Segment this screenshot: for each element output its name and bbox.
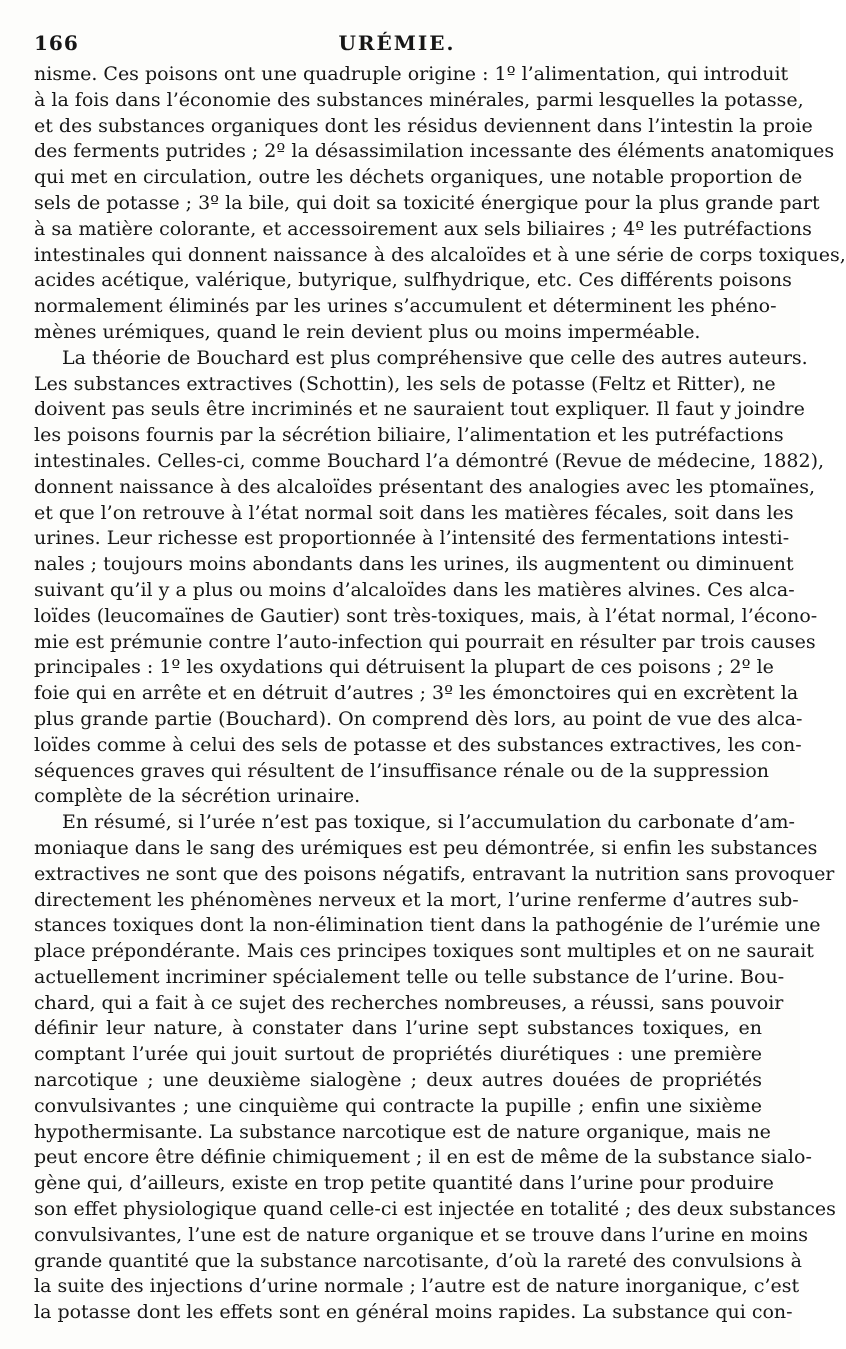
- text-line: mènes urémiques, quand le rein devient plus ou moins imperméable.: [34, 320, 701, 343]
- text-line: la suite des injections d’urine normale ; l’autre est de nature inorganique, c’est: [34, 1275, 800, 1298]
- text-line: suivant qu’il y a plus ou moins d’alcaloïdes dans les matières alvines. Ces alca-: [34, 578, 795, 601]
- text-line: chard, qui a fait à ce sujet des recherches nombreuses, a réussi, sans pouvoir: [34, 991, 784, 1014]
- text-line: principales : 1º les oxydations qui détruisent la plupart de ces poisons ; 2º le: [34, 656, 774, 679]
- text-line: les poisons fournis par la sécrétion biliaire, l’alimentation et les putréfactions: [34, 424, 784, 447]
- text-line: actuellement incriminer spécialement telle ou telle substance de l’urine. Bou-: [34, 965, 785, 988]
- text-line: peut encore être définie chimiquement ; il en est de même de la substance sialo-: [34, 1146, 812, 1169]
- text-line: extractives ne sont que des poisons négatifs, entravant la nutrition sans provoquer: [34, 862, 835, 885]
- text-line: donnent naissance à des alcaloïdes présentant des analogies avec les ptomaïnes,: [34, 475, 816, 498]
- text-line: définir leur nature, à constater dans l’urine sept substances toxiques, en: [34, 1017, 762, 1040]
- text-line: complète de la sécrétion urinaire.: [34, 785, 361, 808]
- text-line: à sa matière colorante, et accessoirement aux sels biliaires ; 4º les putréfactions: [34, 217, 812, 240]
- text-line: son effet physiologique quand celle-ci est injectée en totalité ; des deux substances: [34, 1198, 836, 1221]
- text-line: hypothermisante. La substance narcotique est de nature organique, mais ne: [34, 1120, 771, 1143]
- text-line: des ferments putrides ; 2º la désassimilation incessante des éléments anatomiques: [34, 140, 835, 163]
- text-line: séquences graves qui résultent de l’insuffisance rénale ou de la suppression: [34, 759, 770, 782]
- text-line: moniaque dans le sang des urémiques est peu démontrée, si enfin les substances: [34, 836, 818, 859]
- text-line: à la fois dans l’économie des substances minérales, parmi lesquelles la potasse,: [34, 88, 804, 111]
- text-line: et que l’on retrouve à l’état normal soit dans les matières fécales, soit dans les: [34, 501, 794, 524]
- text-line: nales ; toujours moins abondants dans les urines, ils augmentent ou diminuent: [34, 553, 794, 576]
- text-line: foie qui en arrête et en détruit d’autres ; 3º les émonctoires qui en excrètent la: [34, 682, 799, 705]
- page-number: 166: [34, 31, 79, 55]
- text-line: mie est prémunie contre l’auto-infection qui pourrait en résulter par trois causes: [34, 630, 816, 653]
- text-line: grande quantité que la substance narcotisante, d’où la rareté des convulsions à: [34, 1249, 802, 1272]
- text-line: acides acétique, valérique, butyrique, sulfhydrique, etc. Ces différents poisons: [34, 269, 792, 292]
- body-text: [34, 62, 846, 1326]
- text-line: gène qui, d’ailleurs, existe en trop petite quantité dans l’urine pour produire: [34, 1172, 774, 1195]
- text-line: qui met en circulation, outre les déchets organiques, une notable proportion de: [34, 166, 803, 189]
- page-header: [34, 28, 760, 58]
- text-line: En résumé, si l’urée n’est pas toxique, si l’accumulation du carbonate d’am-: [62, 811, 795, 834]
- text-line: directement les phénomènes nerveux et la mort, l’urine renferme d’autres sub-: [34, 888, 799, 911]
- text-line: loïdes comme à celui des sels de potasse et des substances extractives, les con-: [34, 733, 802, 756]
- text-line: intestinales. Celles-ci, comme Bouchard l’a démontré (Revue de médecine, 1882),: [34, 449, 825, 472]
- text-line: comptant l’urée qui jouit surtout de propriétés diurétiques : une première: [34, 1043, 762, 1066]
- text-line: la potasse dont les effets sont en général moins rapides. La substance qui con-: [34, 1301, 793, 1324]
- text-line: nisme. Ces poisons ont une quadruple origine : 1º l’alimentation, qui introduit: [34, 63, 789, 85]
- text-line: doivent pas seuls être incriminés et ne sauraient tout expliquer. Il faut y joindre: [34, 398, 805, 421]
- text-line: convulsivantes ; une cinquième qui contracte la pupille ; enfin une sixième: [34, 1094, 762, 1117]
- running-title: URÉMIE.: [338, 31, 456, 55]
- text-line: loïdes (leucomaïnes de Gautier) sont très-toxiques, mais, à l’état normal, l’écono-: [34, 604, 818, 627]
- text-line: normalement éliminés par les urines s’accumulent et déterminent les phéno-: [34, 295, 777, 318]
- text-line: La théorie de Bouchard est plus compréhensive que celle des autres auteurs.: [62, 346, 808, 369]
- text-line: narcotique ; une deuxième sialogène ; deux autres douées de propriétés: [34, 1069, 762, 1092]
- text-line: intestinales qui donnent naissance à des alcaloïdes et à une série de corps toxiques,: [34, 243, 846, 266]
- text-line: et des substances organiques dont les résidus deviennent dans l’intestin la proie: [34, 114, 813, 137]
- text-line: plus grande partie (Bouchard). On comprend dès lors, au point de vue des alca-: [34, 707, 803, 730]
- text-line: sels de potasse ; 3º la bile, qui doit sa toxicité énergique pour la plus grande part: [34, 191, 820, 214]
- text-line: place prépondérante. Mais ces principes toxiques sont multiples et on ne saurait: [34, 940, 814, 963]
- text-line: stances toxiques dont la non-élimination tient dans la pathogénie de l’urémie une: [34, 914, 821, 937]
- text-line: Les substances extractives (Schottin), les sels de potasse (Feltz et Ritter), ne: [34, 372, 776, 395]
- text-line: urines. Leur richesse est proportionnée à l’intensité des fermentations intesti-: [34, 527, 790, 550]
- text-line: convulsivantes, l’une est de nature organique et se trouve dans l’urine en moins: [34, 1223, 808, 1246]
